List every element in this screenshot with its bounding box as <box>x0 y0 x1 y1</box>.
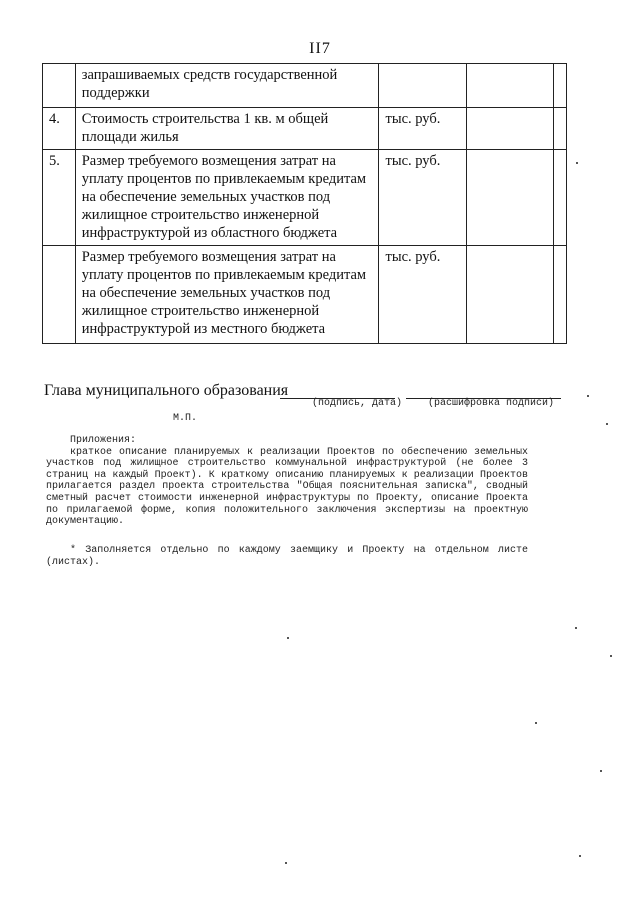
row-unit: тыс. руб. <box>379 150 467 246</box>
table-row <box>43 64 567 108</box>
scan-speck <box>587 395 589 397</box>
row-value <box>554 108 567 150</box>
scan-speck <box>285 862 287 864</box>
row-number: 5. <box>43 150 76 246</box>
row-value <box>467 108 554 150</box>
scan-speck <box>576 162 578 164</box>
row-unit: тыс. руб. <box>379 246 467 344</box>
row-number <box>43 64 76 108</box>
signature-label: Глава муниципального образования <box>44 382 289 399</box>
row-value <box>554 150 567 246</box>
data-table <box>42 63 567 344</box>
scan-speck <box>606 423 608 425</box>
attachments-title: Приложения: <box>70 435 137 446</box>
attachments-text: краткое описание планируемых к реализации Проектов по обеспечению земельных участков под жилищное строительство коммунальной инфраструктурой (не более 3 страниц на каждый Проект). К краткому описанию планируемых к реализации Проектов прилагается раздел проекта строительства "Общая пояснительная записка", сводный сметный расчет стоимости инженерной инфраструктуры по Проекту, описание Проекта по прилагаемой форме, копия положительного заключения экспертизы на проектную документацию. <box>46 446 528 528</box>
signature-decode-caption: (расшифровка подписи) <box>428 398 555 409</box>
scan-speck <box>610 655 612 657</box>
table-row <box>43 246 567 344</box>
scan-speck <box>575 627 577 629</box>
signature-caption: (подпись, дата) <box>312 398 403 409</box>
table-row <box>43 108 567 150</box>
row-unit <box>379 64 467 108</box>
scan-speck <box>287 637 289 639</box>
row-number <box>43 246 76 344</box>
page-number: II7 <box>309 40 331 57</box>
row-value <box>467 64 554 108</box>
footnote: * Заполняется отдельно по каждому заемщику и Проекту на отдельном листе (листах). <box>46 545 528 568</box>
attachments-section <box>46 435 528 528</box>
row-number: 4. <box>43 108 76 150</box>
row-description: Размер требуемого возмещения затрат на уплату процентов по привлекаемым кредитам на обеспечение земельных участков под жилищное строительство инженерной инфраструктурой из областного бюджета <box>75 150 379 246</box>
row-description: Размер требуемого возмещения затрат на уплату процентов по привлекаемым кредитам на обеспечение земельных участков под жилищное строительство инженерной инфраструктурой из местного бюджета <box>75 246 379 344</box>
row-unit: тыс. руб. <box>379 108 467 150</box>
row-description: запрашиваемых средств государственной поддержки <box>75 64 379 108</box>
row-value <box>467 150 554 246</box>
row-value <box>467 246 554 344</box>
table-row <box>43 150 567 246</box>
row-value <box>554 246 567 344</box>
scan-speck <box>535 722 537 724</box>
stamp-place: М.П. <box>173 413 198 424</box>
row-value <box>554 64 567 108</box>
scan-speck <box>579 855 581 857</box>
scan-speck <box>600 770 602 772</box>
row-description: Стоимость строительства 1 кв. м общей площади жилья <box>75 108 379 150</box>
